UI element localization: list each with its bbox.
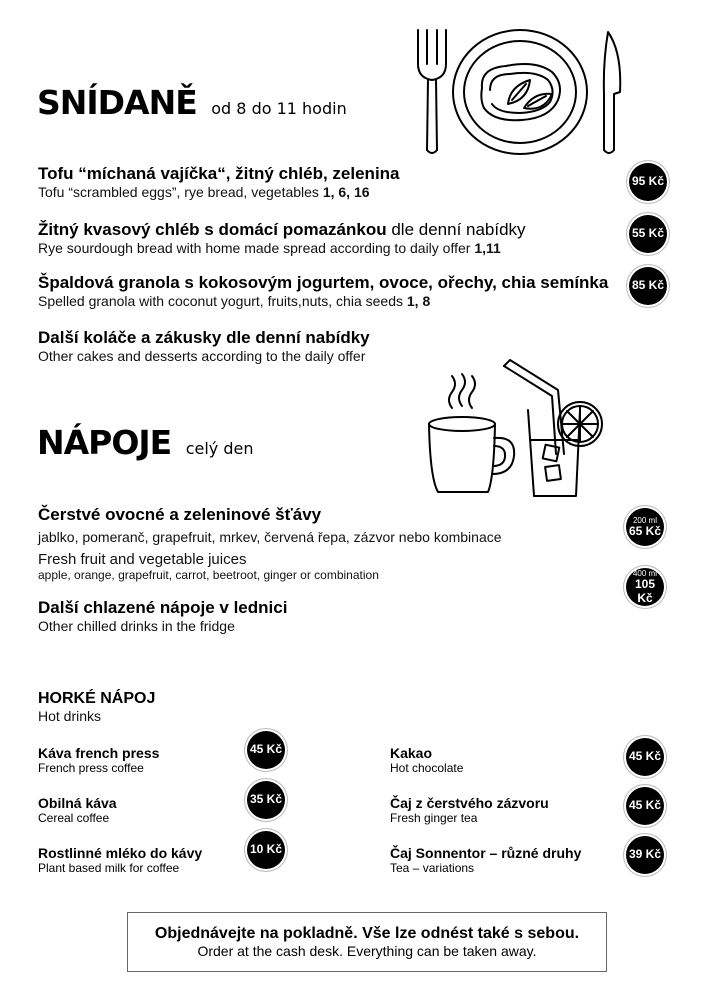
- item-allergens: 1,11: [474, 240, 501, 256]
- price-badge-400ml: 400 ml 105 Kč: [626, 568, 664, 606]
- item-description-en: French press coffee: [38, 761, 144, 775]
- item-description-en: Cereal coffee: [38, 811, 110, 825]
- price-badge: 10 Kč: [247, 831, 285, 869]
- breakfast-heading: [37, 83, 347, 122]
- drinks-heading: [37, 423, 254, 462]
- item-allergens: 1, 8: [406, 293, 431, 309]
- juices-title: Čerstvé ovocné a zeleninové šťávy: [38, 505, 322, 524]
- hot-item: [390, 845, 581, 875]
- item-title: Čaj Sonnentor – různé druhy: [390, 845, 582, 861]
- order-info-cz: Objednávejte na pokladně. Vše lze odnést také s sebou.: [154, 925, 580, 942]
- order-info-en: Order at the cash desk. Everything can be taken away.: [197, 943, 537, 959]
- item-description-en: Spelled granola with coconut yogurt, fruits,nuts, chia seeds 1, 8: [38, 293, 431, 309]
- breakfast-heading-title: SNÍDANĚ: [37, 83, 197, 122]
- item-description-en: Fresh ginger tea: [390, 811, 478, 825]
- breakfast-item: [38, 220, 526, 256]
- hot-item: [390, 745, 463, 775]
- juices-list-cz: jablko, pomeranč, grapefruit, mrkev, červená řepa, zázvor nebo kombinace: [38, 529, 502, 545]
- price-badge: 55 Kč: [629, 215, 667, 253]
- item-description-en: Rye sourdough bread with home made spread according to daily offer 1,11: [38, 240, 501, 256]
- item-description-en: Hot chocolate: [390, 761, 464, 775]
- size-label: 200 ml: [632, 515, 657, 525]
- hot-item: [38, 745, 159, 775]
- chilled-title-en: Other chilled drinks in the fridge: [38, 618, 235, 634]
- price-badge: 85 Kč: [629, 267, 667, 305]
- juices-title-en: Fresh fruit and vegetable juices: [38, 551, 247, 568]
- item-title: Rostlinné mléko do kávy: [38, 845, 203, 861]
- hot-item: [390, 795, 549, 825]
- item-title-extra: dle denní nabídky: [391, 220, 526, 239]
- chilled-title: Další chlazené nápoje v lednici: [38, 598, 288, 617]
- item-title: Žitný kvasový chléb s domácí pomazánkou dle denní nabídky: [38, 220, 526, 239]
- chilled-item: [38, 598, 287, 634]
- drinks-hours: celý den: [185, 439, 254, 458]
- item-title: Další koláče a zákusky dle denní nabídky: [38, 328, 370, 347]
- item-allergens: 1, 6, 16: [322, 184, 370, 200]
- price-badge: 45 Kč: [626, 738, 664, 776]
- item-description-en: Other cakes and desserts according to the daily offer: [38, 348, 366, 364]
- price-badge-200ml: 200 ml 65 Kč: [626, 508, 664, 546]
- item-description-en: Tea – variations: [390, 861, 475, 875]
- item-title: Špaldová granola s kokosovým jogurtem, ovoce, ořechy, chia semínka: [38, 273, 609, 292]
- item-description-en: Tofu “scrambled eggs”, rye bread, vegetables 1, 6, 16: [38, 184, 370, 200]
- drinks-heading-title: NÁPOJE: [37, 423, 172, 462]
- item-description-en: Plant based milk for coffee: [38, 861, 180, 875]
- juices-item: [38, 505, 502, 582]
- breakfast-item: [38, 328, 370, 364]
- price-badge: 35 Kč: [247, 781, 285, 819]
- breakfast-item: [38, 164, 400, 200]
- item-title: Káva french press: [38, 745, 160, 761]
- price-badge: 45 Kč: [247, 731, 285, 769]
- hot-heading-title: HORKÉ NÁPOJ: [38, 690, 156, 707]
- hot-item: [38, 845, 202, 875]
- plate-cutlery-icon: [410, 22, 625, 162]
- item-title: Kakao: [390, 745, 433, 761]
- price-badge: 45 Kč: [626, 787, 664, 825]
- breakfast-item: [38, 273, 608, 309]
- hot-item: [38, 795, 117, 825]
- item-title: Čaj z čerstvého zázvoru: [390, 795, 549, 811]
- hot-heading-en: Hot drinks: [38, 708, 102, 724]
- price-badge: 39 Kč: [626, 836, 664, 874]
- hot-drinks-heading: [38, 690, 155, 724]
- size-label: 400 ml: [632, 568, 657, 578]
- price-badge: 95 Kč: [629, 163, 667, 201]
- item-title: Tofu “míchaná vajíčka“, žitný chléb, zelenina: [38, 164, 400, 183]
- item-title: Obilná káva: [38, 795, 117, 811]
- juices-list-en: apple, orange, grapefruit, carrot, beetroot, ginger or combination: [38, 568, 379, 582]
- mug-and-glass-icon: [420, 358, 610, 500]
- order-info-box: [127, 912, 607, 972]
- breakfast-hours: od 8 do 11 hodin: [211, 99, 347, 118]
